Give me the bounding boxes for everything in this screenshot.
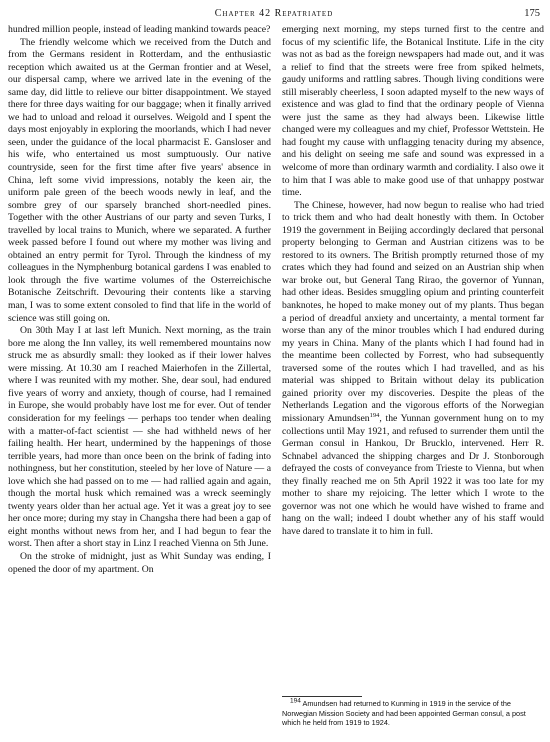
footnote-ref: 194 <box>369 411 380 419</box>
paragraph: On the stroke of midnight, just as Whit Sunday was ending, I opened the door of my apartment. On <box>8 550 271 575</box>
footnote <box>282 699 544 728</box>
page-number: 175 <box>524 8 540 19</box>
page-header <box>8 8 540 22</box>
paragraph: The friendly welcome which we received from the Dutch and from the Germans resident in Rotterdam, and the enthusiastic reception which awaited us at the German frontier and at Wesel, our dispersal camp, where we arrived late in the evening of the same day, did little to relieve our bitter disappointment. We stayed there for three days waiting for our baggage; when it finally arrived we had to unload and reload it ourselves. Weigold and I spent the days most enjoyably in exploring the moorlands, which I had never seen, under the guidance of the local pharmacist E. Gansloser and his wife, who entertained us most sumptuously. Our native countryside, seen for the first time after five years' absence in China, left some vivid impressions, notably the keen air, the uniform pale green of the beech woods newly in leaf, and the sombre grey of our sparsely branched short-needled pines. Together with the other Austrians of our party and seven Turks, I travelled by local trains to Munich, where we separated. A further week passed before I found out where my mother was living and obtained an entry permit for Tyrol. Through the kindness of my colleagues in the Nymphenburg botanical gardens I was enabled to look through the five wartime volumes of the Osterreichische Botanische Zeitschrift. Devouring their contents like a starving man, I was to some extent consoled to find that life in the world of science was still going on. <box>8 36 271 324</box>
footnote-marker: 194 <box>290 697 301 705</box>
paragraph: emerging next morning, my steps turned first to the centre and focus of my scientific life, the Botanical Institute. Life in the city was not as bad as the foreign newspapers had made out, and it was a relief to find that the streets were free from spiked helmets, gaudy uniforms and rattling sabres. Though living conditions were still miserably cheerless, I soon adapted myself to the new ways of existence and was glad to find that the ordinary people of Vienna were just the same as they had always been. Likewise little changed were my colleagues and my chief, Professor Wettstein. He had fought my cause with unflagging tenacity during my absence, and his delight on seeing me safe and sound was expressed in a welcome of more than ordinary warmth and cordiality. I also owe it to him that I was able to make good use of that unhappy postwar time. <box>282 24 544 199</box>
paragraph: On 30th May I at last left Munich. Next morning, as the train bore me along the Inn valley, its well remembered mountains now struck me as absurdly small: they looked as if their lower halves were missing. At 10.30 am I reached Maierhofen in the Zillertal, where I was reunited with my mother. She, dear soul, had endured five years of worry and anxiety, though of course, had I remained in Europe, she would probably have lost me for ever. Out of tender consideration for my feelings — perhaps too tender when dealing with a matter-of-fact scientist — she had withheld news of her failing health. Her heart, undermined by the happenings of those terrible years, had more than once been on the brink of fading into nothingness, but her constitution, steeled by her love of Nature — a love which she had passed on to me — had rallied again and again, though the mortal husk which remained was a wreck seemingly twenty years older than her actual age. Yet it was a great joy to see her once more; during my stay in Changsha there had been a gap of eight months without news from her, and I had begun to fear the worst. Then after a short stay in Linz I reached Vienna on 5th June. <box>8 325 271 550</box>
paragraph-text: The Chinese, however, had now begun to realise who had tried to trick them and who had dealt honestly with them. In October 1919 the government in Beijing accordingly declared that personal property belonging to German and Austrian citizens was to be restored to its owners. The British promptly returned those of my crates which they had found and seized on an Austrian ship when war broke out, but General Tang Rirao, the governor of Yunnan, had other ideas. Besides smuggling opium and printing counterfeit banknotes, he hoped to make money out of my plants. Thus began a period of dreadful anxiety and uncertainty, a mental torment far worse than any of the minor troubles which I had endured during my years in China. Many of the plants which I had found had in the meantime been collected by Forrest, who had subsequently traversed some of the routes which I had travelled, and as his material was shipped to Britain without delay its publication gained priority over my discoveries. Despite the pleas of the Netherlands Legation and the vigorous efforts of the Norwegian missionary Amundsen <box>282 199 544 424</box>
footnote-text: Amundsen had returned to Kunming in 1919 in the service of the Norwegian Mission Society and had been appointed German consul, a post which he held from 1919 to 1924. <box>282 699 526 727</box>
paragraph: hundred million people, instead of leading mankind towards peace? <box>8 24 271 35</box>
running-head: Chapter 42 Repatriated <box>214 8 334 19</box>
left-column <box>8 24 271 576</box>
paragraph <box>282 200 544 539</box>
right-column <box>282 24 544 538</box>
paragraph-text-cont: , the Yunnan government hung on to my collections until May 1921, and refused to surrender them until the German consul in Hankou, Dr Brucklo, intervened. Herr R. Schnabel advanced the shipping charges and Dr J. Stonborough defrayed the costs of conveyance from Trieste to Vienna, but when they finally reached me on 5th April 1922 it was too late for my mother to share my rejoicing. The letter which I wrote to the governor was not one which he would have wished to frame and hang on the wall; indeed I doubt whether any of his staff would have dared to translate it to him in full. <box>282 412 544 537</box>
